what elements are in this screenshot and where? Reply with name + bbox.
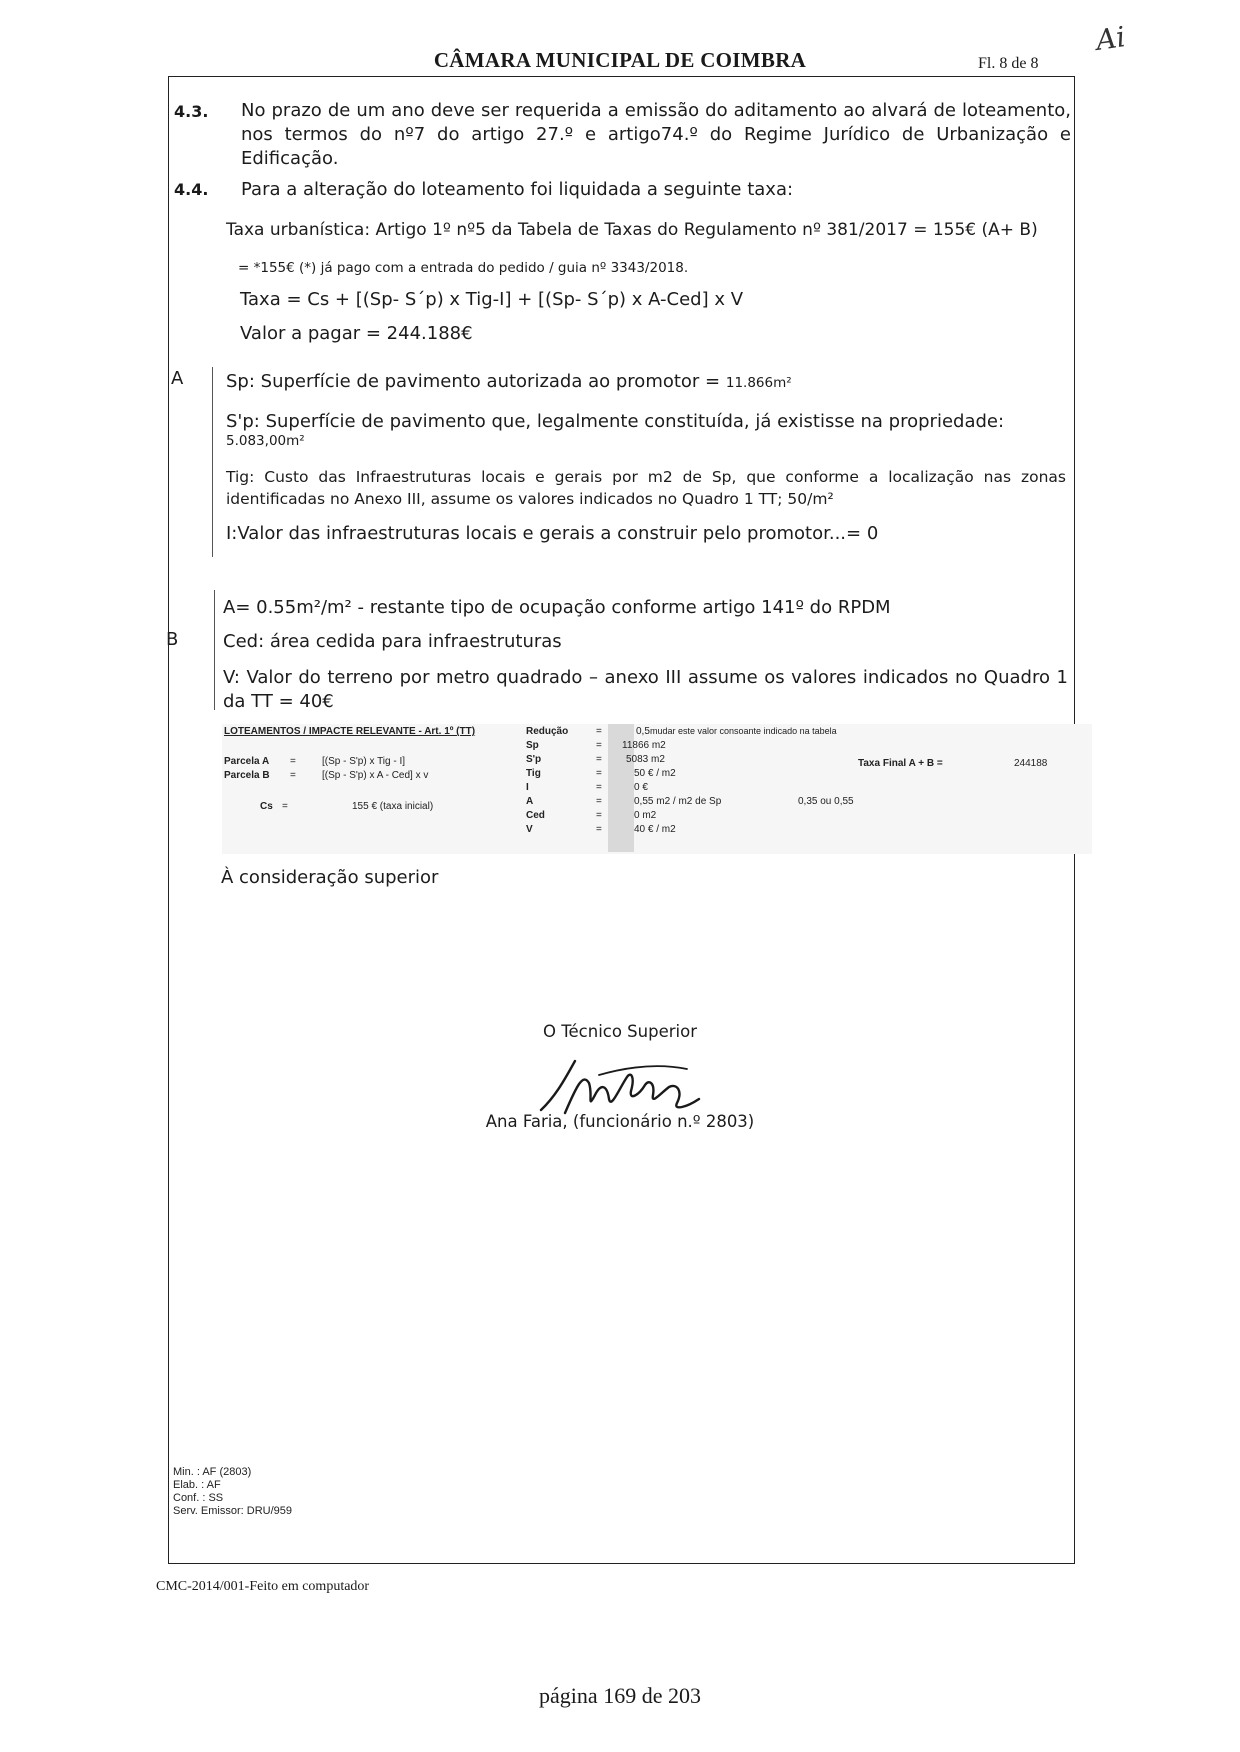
row-note: 0,35 ou 0,55 — [798, 796, 854, 807]
parcela-b-label: Parcela B — [224, 770, 270, 781]
folio-number: Fl. 8 de 8 — [978, 55, 1039, 72]
ced-definition: Ced: área cedida para infraestruturas — [223, 631, 562, 652]
s-p-value: 5.083,00m² — [226, 433, 305, 449]
parcela-b-eq: = — [290, 770, 296, 781]
parcela-a-formula: [(Sp - S'p) x Tig - I] — [322, 756, 406, 767]
row-value: 0,5 — [636, 726, 650, 737]
row-eq: = — [596, 740, 602, 751]
row-eq: = — [596, 726, 602, 737]
tax-legal-basis: Taxa urbanística: Artigo 1º nº5 da Tabela de Taxas do Regulamento nº 381/2017 = 155€ (A+ B) — [226, 220, 1038, 240]
row-eq: = — [596, 782, 602, 793]
section-4-4-intro: Para a alteração do loteamento foi liquidada a seguinte taxa: — [241, 179, 794, 200]
closing-remark: À consideração superior — [221, 867, 439, 888]
row-label: A — [526, 796, 534, 807]
row-label: Sp — [526, 740, 539, 751]
final-tax-label: Taxa Final A + B = — [858, 758, 943, 769]
row-value: 0 m2 — [634, 810, 657, 821]
group-b-letter: B — [166, 629, 179, 650]
row-note: mudar este valor consoante indicado na tabela — [650, 726, 837, 736]
section-number-4-4: 4.4. — [174, 180, 209, 199]
signatory-role: O Técnico Superior — [543, 1022, 697, 1041]
tax-paid-note: = *155€ (*) já pago com a entrada do pedido / guia nº 3343/2018. — [238, 260, 689, 276]
signatory-name: Ana Faria, (funcionário n.º 2803) — [485, 1112, 755, 1131]
calc-table — [222, 724, 1092, 854]
row-value: 50 € / m2 — [634, 768, 676, 779]
handwritten-initials: Ai — [1093, 20, 1128, 57]
form-code: CMC-2014/001-Feito em computador — [156, 1579, 370, 1594]
meta-serv: Serv. Emissor: DRU/959 — [173, 1505, 292, 1517]
section-number-4-3: 4.3. — [174, 102, 209, 121]
row-eq: = — [596, 824, 602, 835]
row-value: 0,55 m2 / m2 de Sp — [634, 796, 722, 807]
row-eq: = — [596, 754, 602, 765]
meta-conf: Conf. : SS — [173, 1492, 224, 1504]
cs-value: 155 € (taxa inicial) — [352, 801, 434, 812]
parcela-b-formula: [(Sp - S'p) x A - Ced] x v — [322, 770, 429, 781]
sp-value: 11.866m² — [725, 375, 792, 391]
row-eq: = — [596, 796, 602, 807]
parcela-a-label: Parcela A — [224, 756, 270, 767]
cs-eq: = — [282, 801, 288, 812]
v-definition: V: Valor do terreno por metro quadrado – anexo III assume os valores indicados no Quadro 1 da TT = 40€ — [223, 667, 1068, 712]
row-label: Ced — [526, 810, 545, 821]
cs-label: Cs — [260, 801, 273, 812]
calc-table-heading: LOTEAMENTOS / IMPACTE RELEVANTE - Art. 1º (TT) — [224, 726, 476, 737]
row-label: Tig — [526, 768, 541, 779]
row-label: I — [526, 782, 529, 793]
row-eq: = — [596, 810, 602, 821]
meta-min: Min. : AF (2803) — [173, 1466, 252, 1478]
row-value: 11866 m2 — [622, 740, 666, 751]
row-label: V — [526, 824, 533, 835]
row-label: Redução — [526, 726, 569, 737]
row-label: S'p — [526, 754, 542, 765]
group-a-bracket — [212, 367, 213, 557]
section-4-3-text: No prazo de um ano deve ser requerida a emissão do aditamento ao alvará de loteamento, nos termos do nº7 do artigo 27.º e artigo74.º do Regime Jurídico de Urbanização e Edificação. — [241, 100, 1071, 169]
sp-definition — [226, 370, 1066, 395]
i-definition: I:Valor das infraestruturas locais e gerais a construir pelo promotor...= 0 — [226, 523, 879, 544]
row-eq: = — [596, 768, 602, 779]
sp-label: Sp: Superfície de pavimento autorizada ao promotor = — [226, 371, 726, 392]
row-value: 5083 m2 — [626, 754, 665, 765]
row-value: 40 € / m2 — [634, 824, 676, 835]
amount-to-pay: Valor a pagar = 244.188€ — [240, 323, 473, 344]
row-value: 0 € — [634, 782, 648, 793]
s-p-definition: S'p: Superfície de pavimento que, legalmente constituída, já existisse na propriedade: — [226, 411, 1005, 432]
tax-formula: Taxa = Cs + [(Sp- S´p) x Tig-I] + [(Sp- S´p) x A-Ced] x V — [240, 289, 744, 310]
page-number: página 169 de 203 — [539, 1683, 701, 1708]
group-b-bracket — [214, 590, 215, 710]
group-a-letter: A — [171, 368, 184, 389]
tig-definition: Tig: Custo das Infraestruturas locais e gerais por m2 de Sp, que conforme a localização nas zonas identificadas no Anexo III, assume os valores indicados no Quadro 1 TT; 50/m² — [226, 468, 1066, 508]
parcela-a-eq: = — [290, 756, 296, 767]
meta-elab: Elab. : AF — [173, 1479, 221, 1491]
a-definition: A= 0.55m²/m² - restante tipo de ocupação conforme artigo 141º do RPDM — [223, 597, 891, 618]
final-tax-value: 244188 — [1014, 758, 1048, 769]
council-title: CÂMARA MUNICIPAL DE COIMBRA — [433, 48, 807, 72]
